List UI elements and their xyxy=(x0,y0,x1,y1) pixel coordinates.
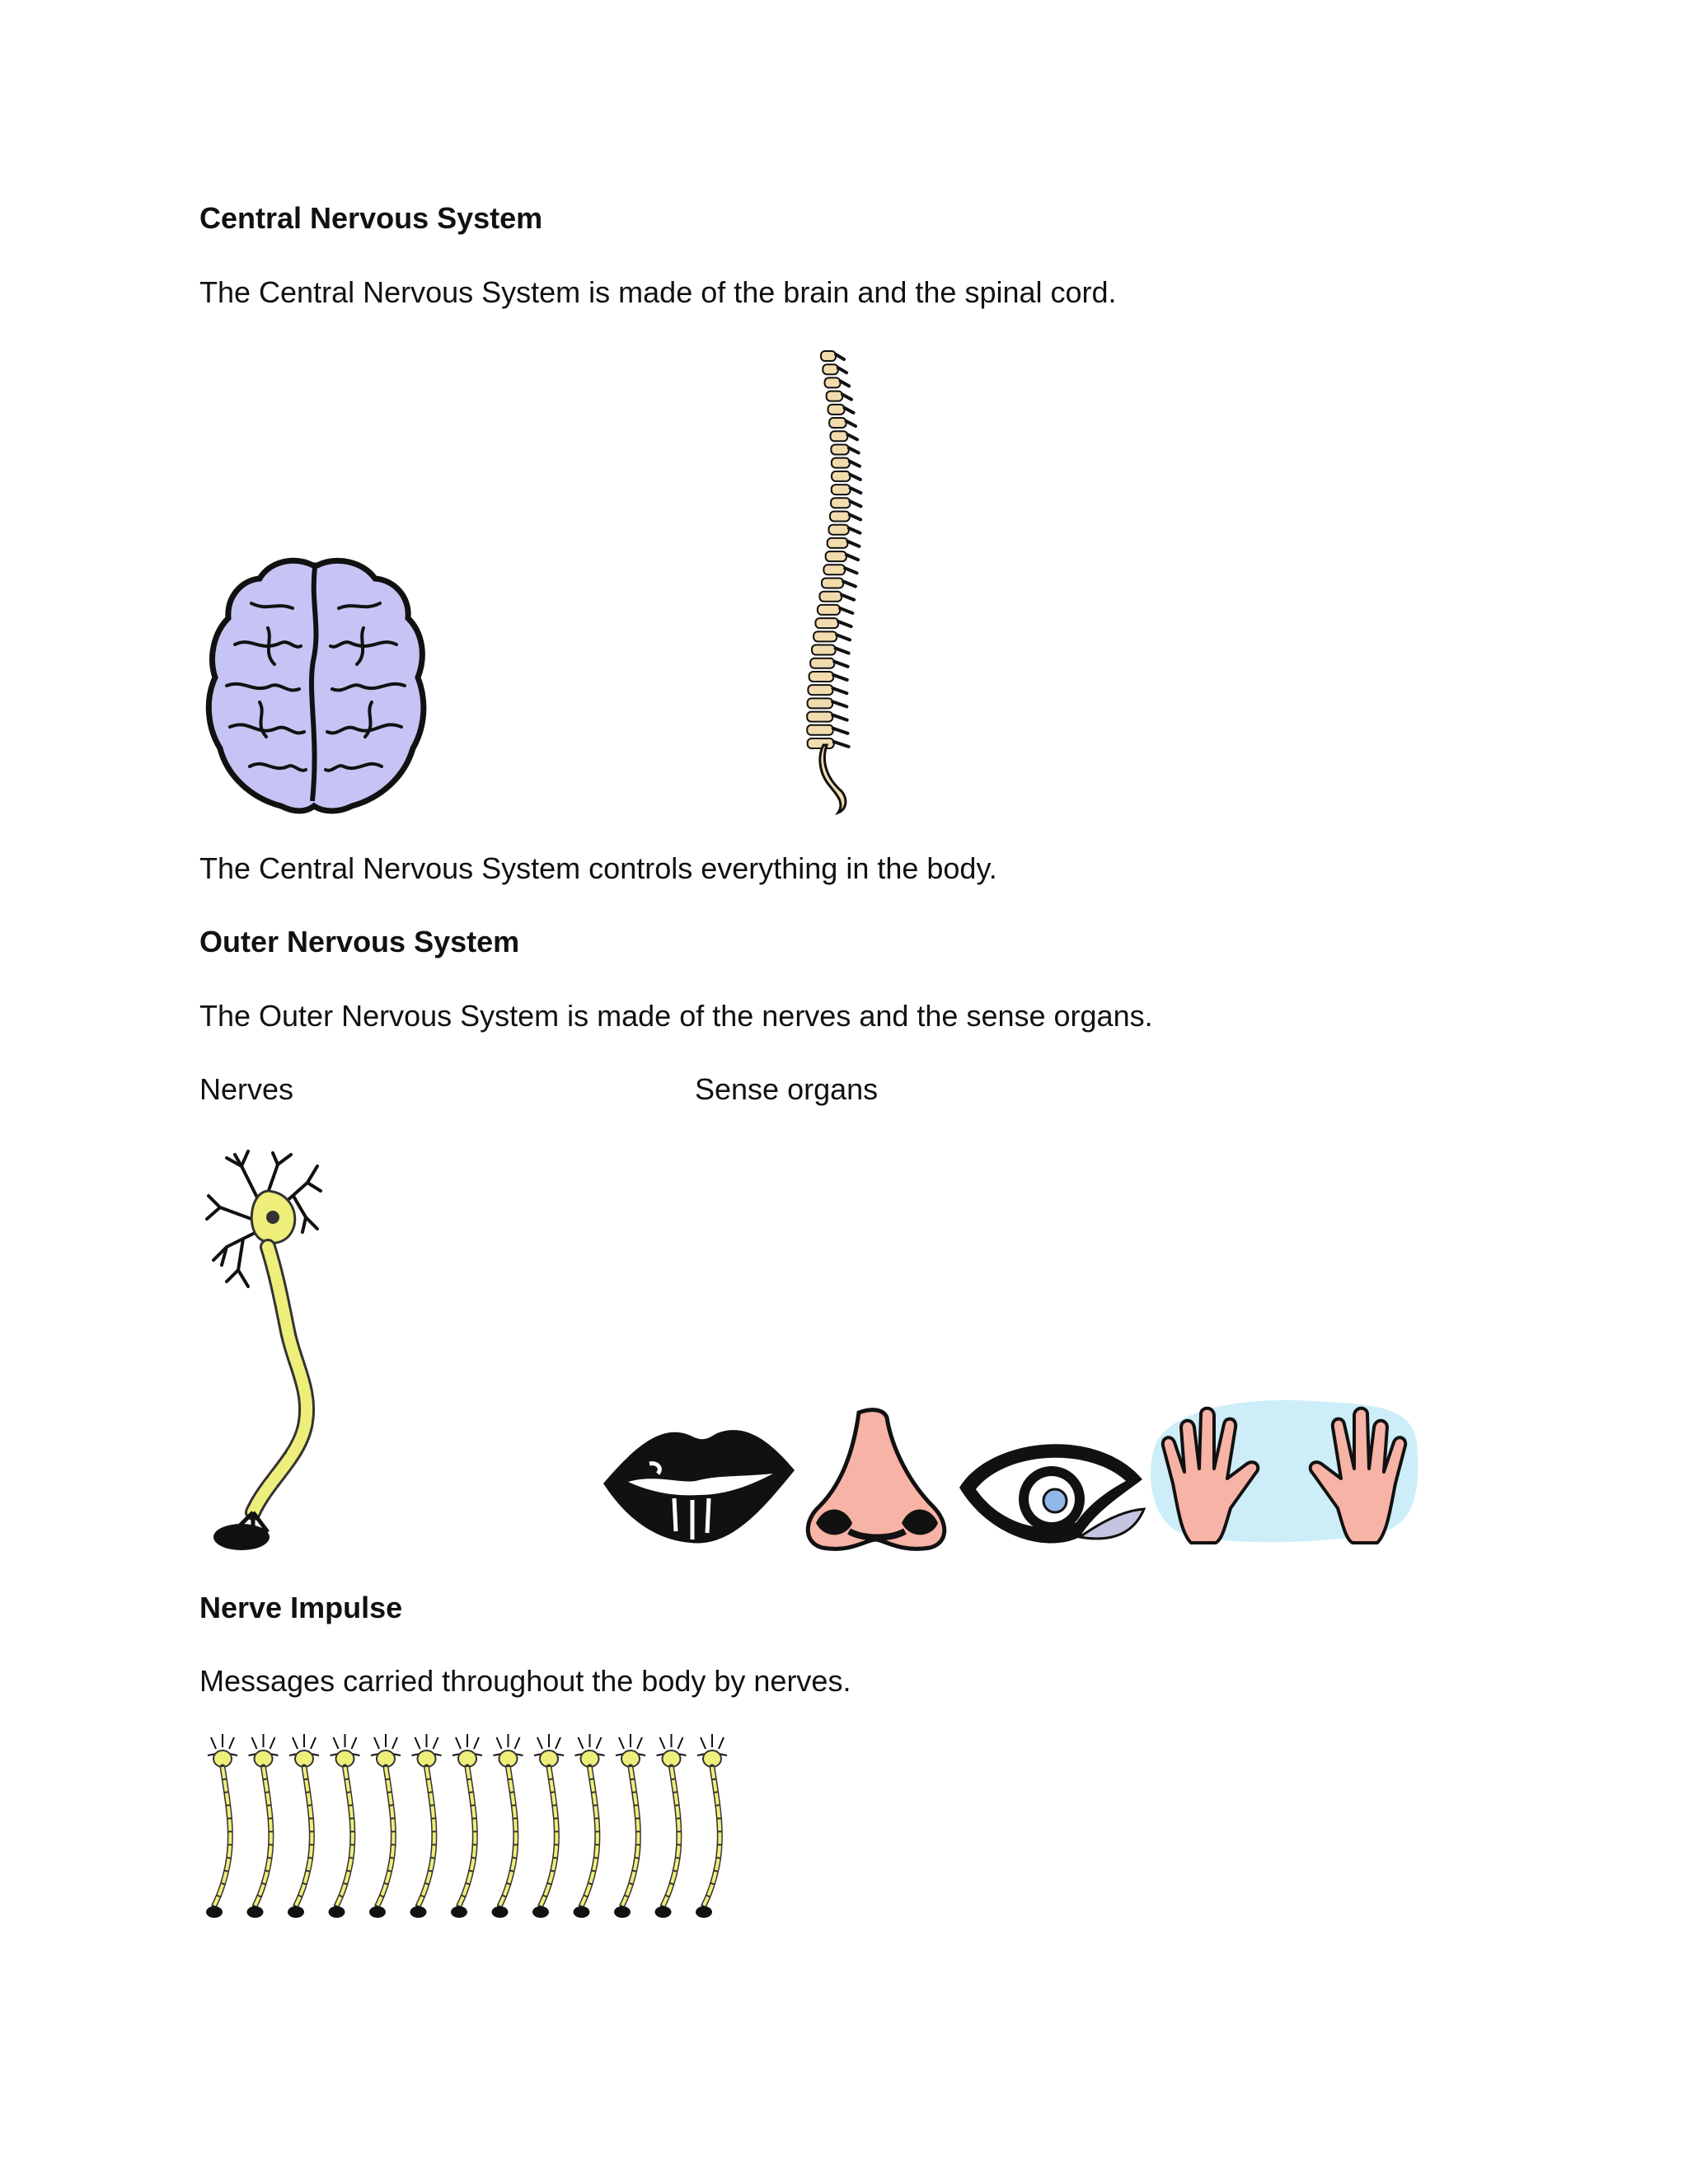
section-heading-impulse: Nerve Impulse xyxy=(199,1591,403,1624)
brain-icon xyxy=(202,554,429,818)
vertebra xyxy=(808,698,847,708)
vertebra xyxy=(831,444,858,454)
section-heading-ons: Outer Nervous System xyxy=(199,925,520,958)
impulse-text: Messages carried throughout the body by nerves. xyxy=(199,1664,851,1698)
vertebra xyxy=(822,579,856,588)
small-neuron xyxy=(614,1734,645,1918)
vertebra xyxy=(831,498,860,508)
lips-icon xyxy=(600,1416,798,1548)
small-neuron xyxy=(492,1734,523,1918)
vertebra xyxy=(832,458,860,468)
vertebra xyxy=(832,471,860,481)
nose-icon xyxy=(801,1408,954,1552)
vertebra xyxy=(808,685,846,695)
vertebra xyxy=(832,485,861,494)
vertebra xyxy=(818,605,852,615)
small-neuron xyxy=(696,1734,727,1918)
sense-organs-label: Sense organs xyxy=(695,1072,879,1106)
sacrum xyxy=(820,745,846,813)
vertebra xyxy=(827,391,851,401)
small-neuron xyxy=(655,1734,687,1918)
nerve-impulse-illustration xyxy=(199,1734,735,1924)
small-neuron xyxy=(574,1734,605,1918)
small-neuron xyxy=(451,1734,482,1918)
nerves-label: Nerves xyxy=(199,1072,294,1106)
vertebra xyxy=(808,738,849,748)
ons-intro-text: The Outer Nervous System is made of the nerves and the sense organs. xyxy=(199,999,1153,1033)
vertebra xyxy=(830,431,857,441)
vertebra xyxy=(830,511,860,521)
vertebra xyxy=(814,631,850,641)
small-neuron xyxy=(410,1734,442,1918)
vertebra xyxy=(815,618,851,628)
cns-intro-text: The Central Nervous System is made of the brain and the spinal cord. xyxy=(199,275,1117,309)
vertebra xyxy=(829,418,856,428)
vertebra xyxy=(829,525,860,535)
vertebra xyxy=(807,725,847,735)
cns-summary-text: The Central Nervous System controls everything in the body. xyxy=(199,851,997,885)
eye-icon xyxy=(956,1430,1146,1554)
vertebra xyxy=(821,351,844,361)
small-neuron xyxy=(369,1734,401,1918)
vertebra xyxy=(828,405,854,415)
vertebra xyxy=(812,645,849,655)
vertebra xyxy=(826,551,858,561)
small-neuron xyxy=(329,1734,360,1918)
vertebra xyxy=(810,658,847,668)
small-neuron xyxy=(288,1734,319,1918)
section-heading-cns: Central Nervous System xyxy=(199,201,543,235)
vertebra xyxy=(809,672,847,682)
vertebra xyxy=(823,364,846,374)
vertebra xyxy=(825,377,850,387)
hands-icon xyxy=(1148,1393,1420,1554)
spinal-cord-icon xyxy=(787,344,878,816)
vertebra xyxy=(819,592,854,602)
vertebra xyxy=(807,712,846,722)
small-neuron xyxy=(247,1734,279,1918)
vertebra xyxy=(828,538,860,548)
small-neuron xyxy=(532,1734,564,1918)
vertebra xyxy=(823,565,856,574)
neuron-icon xyxy=(202,1150,326,1554)
small-neuron xyxy=(206,1734,237,1918)
